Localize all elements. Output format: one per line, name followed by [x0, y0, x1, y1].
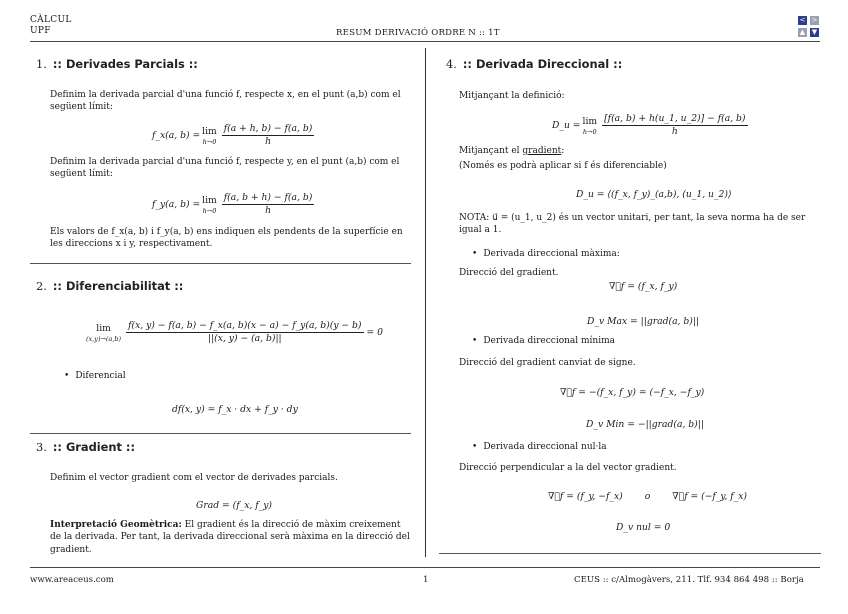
eq-dir-fraction: [602, 113, 747, 139]
section-4-note: NOTA: u⃗ = (u_1, u_2) és un vector unitari, per tant, la seva norma ha de ser igual a 1.: [459, 213, 806, 236]
footer-website-link[interactable]: www.areaceus.com: [30, 575, 114, 585]
section-1-number: 1.: [36, 57, 47, 71]
equation-partial-x: [152, 123, 317, 149]
bullet-null-label: Derivada direccional nul·la: [483, 442, 607, 452]
equation-directional-definition: [552, 113, 751, 139]
eq-diff-limit: [86, 323, 121, 342]
section-1-paragraph-3: Els valors de f_x(a, b) i f_y(a, b) ens indiquen els pendents de la superfície en les direccions x i y, respectivament.: [50, 227, 403, 250]
eq-diff-rhs: = 0: [366, 326, 383, 338]
header-rule: [30, 41, 820, 42]
section-1-rule: [30, 263, 411, 264]
eq-partial-x-limit: [202, 126, 217, 145]
eq-perp-a: ∇⃗f = (f_y, −f_x): [548, 491, 623, 502]
equation-directional-gradient: D_u = ⟨(f_x, f_y)_(a,b), (u_1, u_2)⟩: [576, 189, 732, 200]
section-4-paragraph-1: Mitjançant la definició:: [459, 91, 565, 101]
nav-next-button[interactable]: >: [811, 16, 818, 24]
eq-numerator: f(a, b + h) − f(a, b): [222, 192, 315, 205]
section-2-title: [36, 279, 183, 294]
equation-dv-min: D_v Min = −||grad(a, b)||: [586, 419, 704, 430]
eq-denominator: h: [265, 136, 271, 148]
section-1-paragraph-2: Definim la derivada parcial d'una funció f, respecte y, en el punt (a,b) com el següent límit:: [50, 157, 400, 180]
equation-differential: df(x, y) = f_x · dx + f_y · dy: [172, 404, 298, 415]
gradient-colon: :: [561, 146, 565, 156]
header-institution: UPF: [30, 26, 51, 37]
eq-partial-x-fraction: [222, 123, 315, 149]
bullet-null: [472, 441, 607, 453]
section-4-heading: :: Derivada Direccional ::: [462, 57, 623, 71]
column-separator: [425, 48, 426, 557]
bullet-diferencial: [64, 370, 126, 382]
eq-partial-y-fraction: [222, 192, 315, 218]
equation-gradient-negative: ∇⃗f = −(f_x, f_y) = (−f_x, −f_y): [560, 387, 705, 398]
bullet-dot: •: [472, 442, 478, 452]
equation-partial-y: [152, 192, 317, 218]
eq-perp-b: ∇⃗f = (−f_y, f_x): [672, 491, 747, 502]
section-1-title: [36, 57, 198, 72]
equation-dv-null: D_v nul = 0: [616, 522, 671, 533]
section-3-title: [36, 440, 135, 455]
equation-gradient-perpendicular: [548, 491, 747, 503]
header-course-title: CÀLCUL: [30, 15, 72, 25]
eq-partial-y-lhs: f_y(a, b) =: [152, 198, 201, 210]
section-4-title: [446, 57, 622, 72]
section-1-paragraph-1: Definim la derivada parcial d'una funció f, respecte x, en el punt (a,b) com el següent límit:: [50, 90, 401, 113]
eq-limit-sub: h→0: [582, 127, 597, 136]
section-4-min-direction: Direcció del gradient canviat de signe.: [459, 358, 636, 368]
section-2-heading: :: Diferenciabilitat ::: [52, 279, 184, 293]
eq-limit-word: lim: [202, 126, 217, 138]
footer-page-number: 1: [423, 575, 429, 585]
equation-differentiability: [84, 320, 383, 346]
nav-up-button[interactable]: ▲: [799, 28, 806, 36]
footer-contact: CEUS :: c/Almogàvers, 211. Tlf. 934 864 498 :: Borja: [574, 575, 804, 585]
gradient-intro: Mitjançant el: [459, 146, 523, 156]
section-3-number: 3.: [36, 440, 47, 454]
eq-limit-sub: (x,y)→(a,b): [86, 334, 122, 343]
header-document-title: RESUM DERIVACIÓ ORDRE N :: 1T: [336, 28, 500, 38]
eq-limit-word: lim: [96, 323, 111, 335]
eq-limit-word: lim: [202, 195, 217, 207]
section-3-heading: :: Gradient ::: [52, 440, 136, 454]
section-2-number: 2.: [36, 279, 47, 293]
bullet-diferencial-label: Diferencial: [75, 371, 126, 381]
eq-denominator: h: [671, 126, 678, 138]
footer-rule: [30, 567, 820, 568]
section-4-paragraph-3: (Només es podrà aplicar si f és diferenciable): [459, 161, 667, 171]
equation-dv-max: D_v Max = ||grad(a, b)||: [587, 316, 700, 327]
bullet-max: [472, 248, 620, 260]
bullet-max-label: Derivada direccional màxima:: [483, 249, 620, 259]
bullet-min: [472, 335, 615, 347]
eq-denominator: h: [265, 205, 271, 217]
section-4-rule: [439, 553, 821, 554]
section-4-paragraph-2: [459, 145, 821, 157]
section-4-max-direction: Direcció del gradient.: [459, 268, 559, 278]
eq-partial-x-lhs: f_x(a, b) =: [152, 129, 201, 141]
eq-diff-fraction: [126, 320, 363, 346]
equation-gradient: Grad = (f_x, f_y): [196, 500, 272, 511]
eq-limit-word: lim: [582, 116, 598, 128]
equation-gradient-vector: ∇⃗f = (f_x, f_y): [609, 281, 678, 292]
nav-down-button[interactable]: ▼: [811, 28, 818, 36]
section-3-paragraph-2: [50, 519, 412, 556]
eq-dir-lhs: D_u =: [552, 119, 581, 131]
section-4-number: 4.: [446, 57, 457, 71]
section-2-rule: [30, 433, 411, 434]
eq-numerator: [f(a, b) + h(u_1, u_2)] − f(a, b): [602, 113, 747, 126]
eq-dir-limit: [583, 116, 598, 135]
eq-perp-or: o: [644, 491, 651, 502]
bullet-dot: •: [472, 249, 478, 259]
nav-prev-button[interactable]: <: [799, 16, 806, 24]
section-3-paragraph-1: Definim el vector gradient com el vector de derivades parcials.: [50, 473, 338, 483]
interpretation-text: El gradient és la direcció de màxim creixement de la derivada. Per tant, la derivada direccional serà màxima en la direcció del gradient.: [50, 520, 410, 555]
gradient-underlined: gradient: [522, 146, 562, 156]
bullet-min-label: Derivada direccional mínima: [483, 336, 616, 346]
eq-limit-sub: h→0: [202, 137, 217, 146]
eq-numerator: f(a + h, b) − f(a, b): [222, 123, 315, 136]
interpretation-label: Interpretació Geomètrica:: [50, 520, 182, 530]
section-4-null-direction: Direcció perpendicular a la del vector gradient.: [459, 463, 677, 473]
header-course: [30, 15, 72, 38]
eq-denominator: ||(x, y) − (a, b)||: [207, 333, 282, 345]
eq-partial-y-limit: [202, 195, 217, 214]
bullet-dot: •: [64, 371, 70, 381]
eq-numerator: f(x, y) − f(a, b) − f_x(a, b)(x − a) − f_y(a, b)(y − b): [126, 320, 363, 333]
section-1-heading: :: Derivades Parcials ::: [52, 57, 198, 71]
eq-limit-sub: h→0: [202, 206, 217, 215]
bullet-dot: •: [472, 336, 478, 346]
